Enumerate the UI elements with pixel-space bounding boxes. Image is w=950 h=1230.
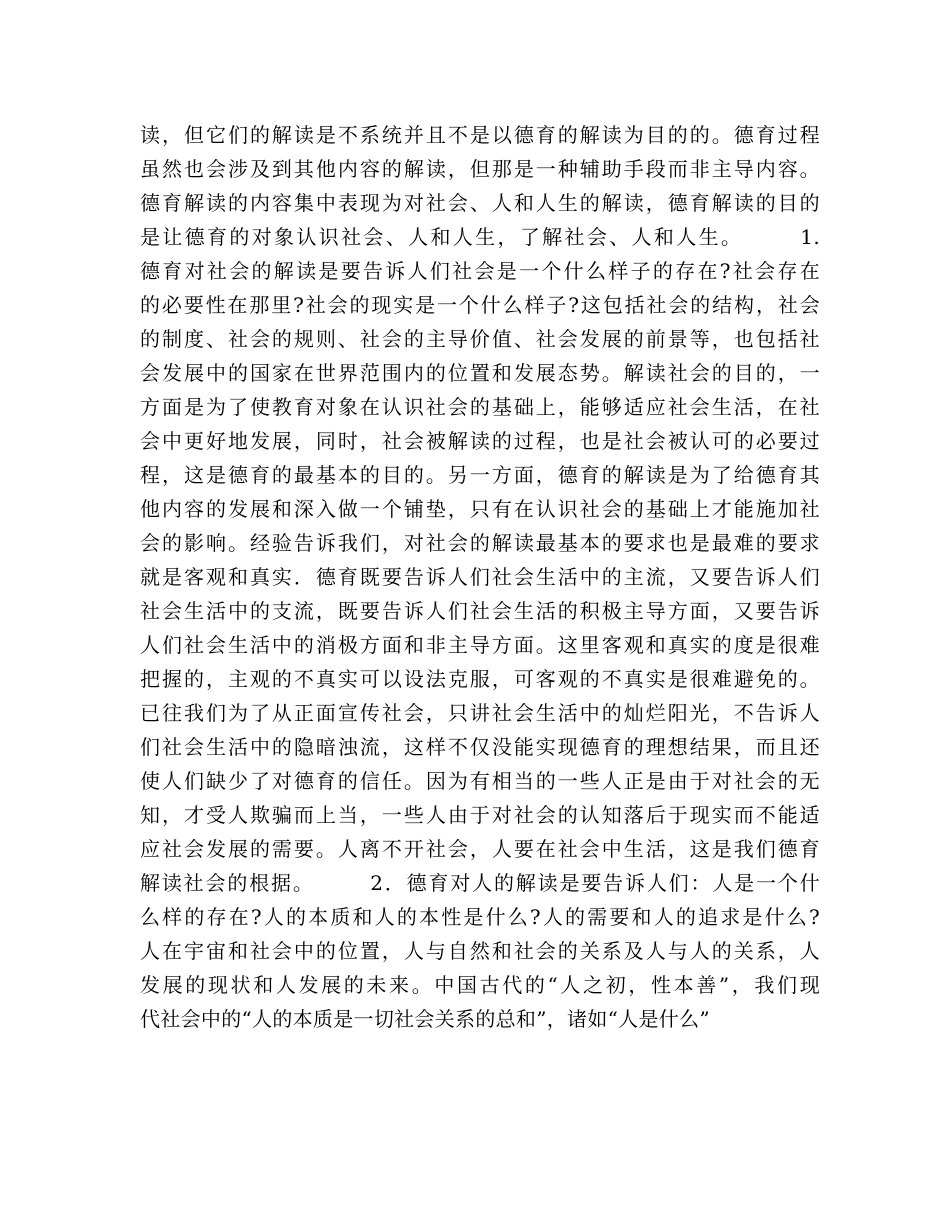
text-line: 程，这是德育的最基本的目的。另一方面，德育的解读是为了给德育其 <box>140 463 820 487</box>
text-line: 虽然也会涉及到其他内容的解读，但那是一种辅助手段而非主导内容。 <box>140 157 820 181</box>
text-line: 会的影响。经验告诉我们，对社会的解读最基本的要求也是最难的要求 <box>140 531 820 555</box>
text-line: 把握的，主观的不真实可以设法克服，可客观的不真实是很难避免的。 <box>140 667 820 691</box>
body-text <box>140 118 820 1036</box>
text-line: 发展的现状和人发展的未来。中国古代的“人之初，性本善”，我们现 <box>140 973 820 997</box>
text-line: 解读社会的根据。 2．德育对人的解读是要告诉人们：人是一个什 <box>140 871 820 895</box>
text-line: 应社会发展的需要。人离不开社会，人要在社会中生活，这是我们德育 <box>140 837 820 861</box>
text-line: 的必要性在那里?社会的现实是一个什么样子?这包括社会的结构，社会 <box>140 293 820 317</box>
text-line: 德育对社会的解读是要告诉人们社会是一个什么样子的存在?社会存在 <box>140 259 820 283</box>
text-line: 使人们缺少了对德育的信任。因为有相当的一些人正是由于对社会的无 <box>140 769 820 793</box>
text-line: 会中更好地发展，同时，社会被解读的过程，也是社会被认可的必要过 <box>140 429 820 453</box>
text-line: 会发展中的国家在世界范围内的位置和发展态势。解读社会的目的，一 <box>140 361 820 385</box>
text-line: 么样的存在?人的本质和人的本性是什么?人的需要和人的追求是什么? <box>140 905 820 929</box>
text-line: 他内容的发展和深入做一个铺垫，只有在认识社会的基础上才能施加社 <box>140 497 820 521</box>
text-line: 方面是为了使教育对象在认识社会的基础上，能够适应社会生活，在社 <box>140 395 820 419</box>
text-line: 的制度、社会的规则、社会的主导价值、社会发展的前景等，也包括社 <box>140 327 820 351</box>
text-line: 社会生活中的支流，既要告诉人们社会生活的积极主导方面，又要告诉 <box>140 599 820 623</box>
text-line: 读，但它们的解读是不系统并且不是以德育的解读为目的的。德育过程 <box>140 123 820 147</box>
text-line: 代社会中的“人的本质是一切社会关系的总和”，诸如“人是什么” <box>140 1007 710 1031</box>
text-line: 人们社会生活中的消极方面和非主导方面。这里客观和真实的度是很难 <box>140 633 820 657</box>
text-line: 已往我们为了从正面宣传社会，只讲社会生活中的灿烂阳光，不告诉人 <box>140 701 820 725</box>
text-line: 是让德育的对象认识社会、人和人生，了解社会、人和人生。 1. <box>140 225 820 249</box>
text-line: 德育解读的内容集中表现为对社会、人和人生的解读，德育解读的目的 <box>140 191 820 215</box>
text-line: 知，才受人欺骗而上当，一些人由于对社会的认知落后于现实而不能适 <box>140 803 820 827</box>
text-line: 就是客观和真实．德育既要告诉人们社会生活中的主流，又要告诉人们 <box>140 565 820 589</box>
text-line: 人在宇宙和社会中的位置，人与自然和社会的关系及人与人的关系，人 <box>140 939 820 963</box>
text-line: 们社会生活中的隐暗浊流，这样不仅没能实现德育的理想结果，而且还 <box>140 735 820 759</box>
